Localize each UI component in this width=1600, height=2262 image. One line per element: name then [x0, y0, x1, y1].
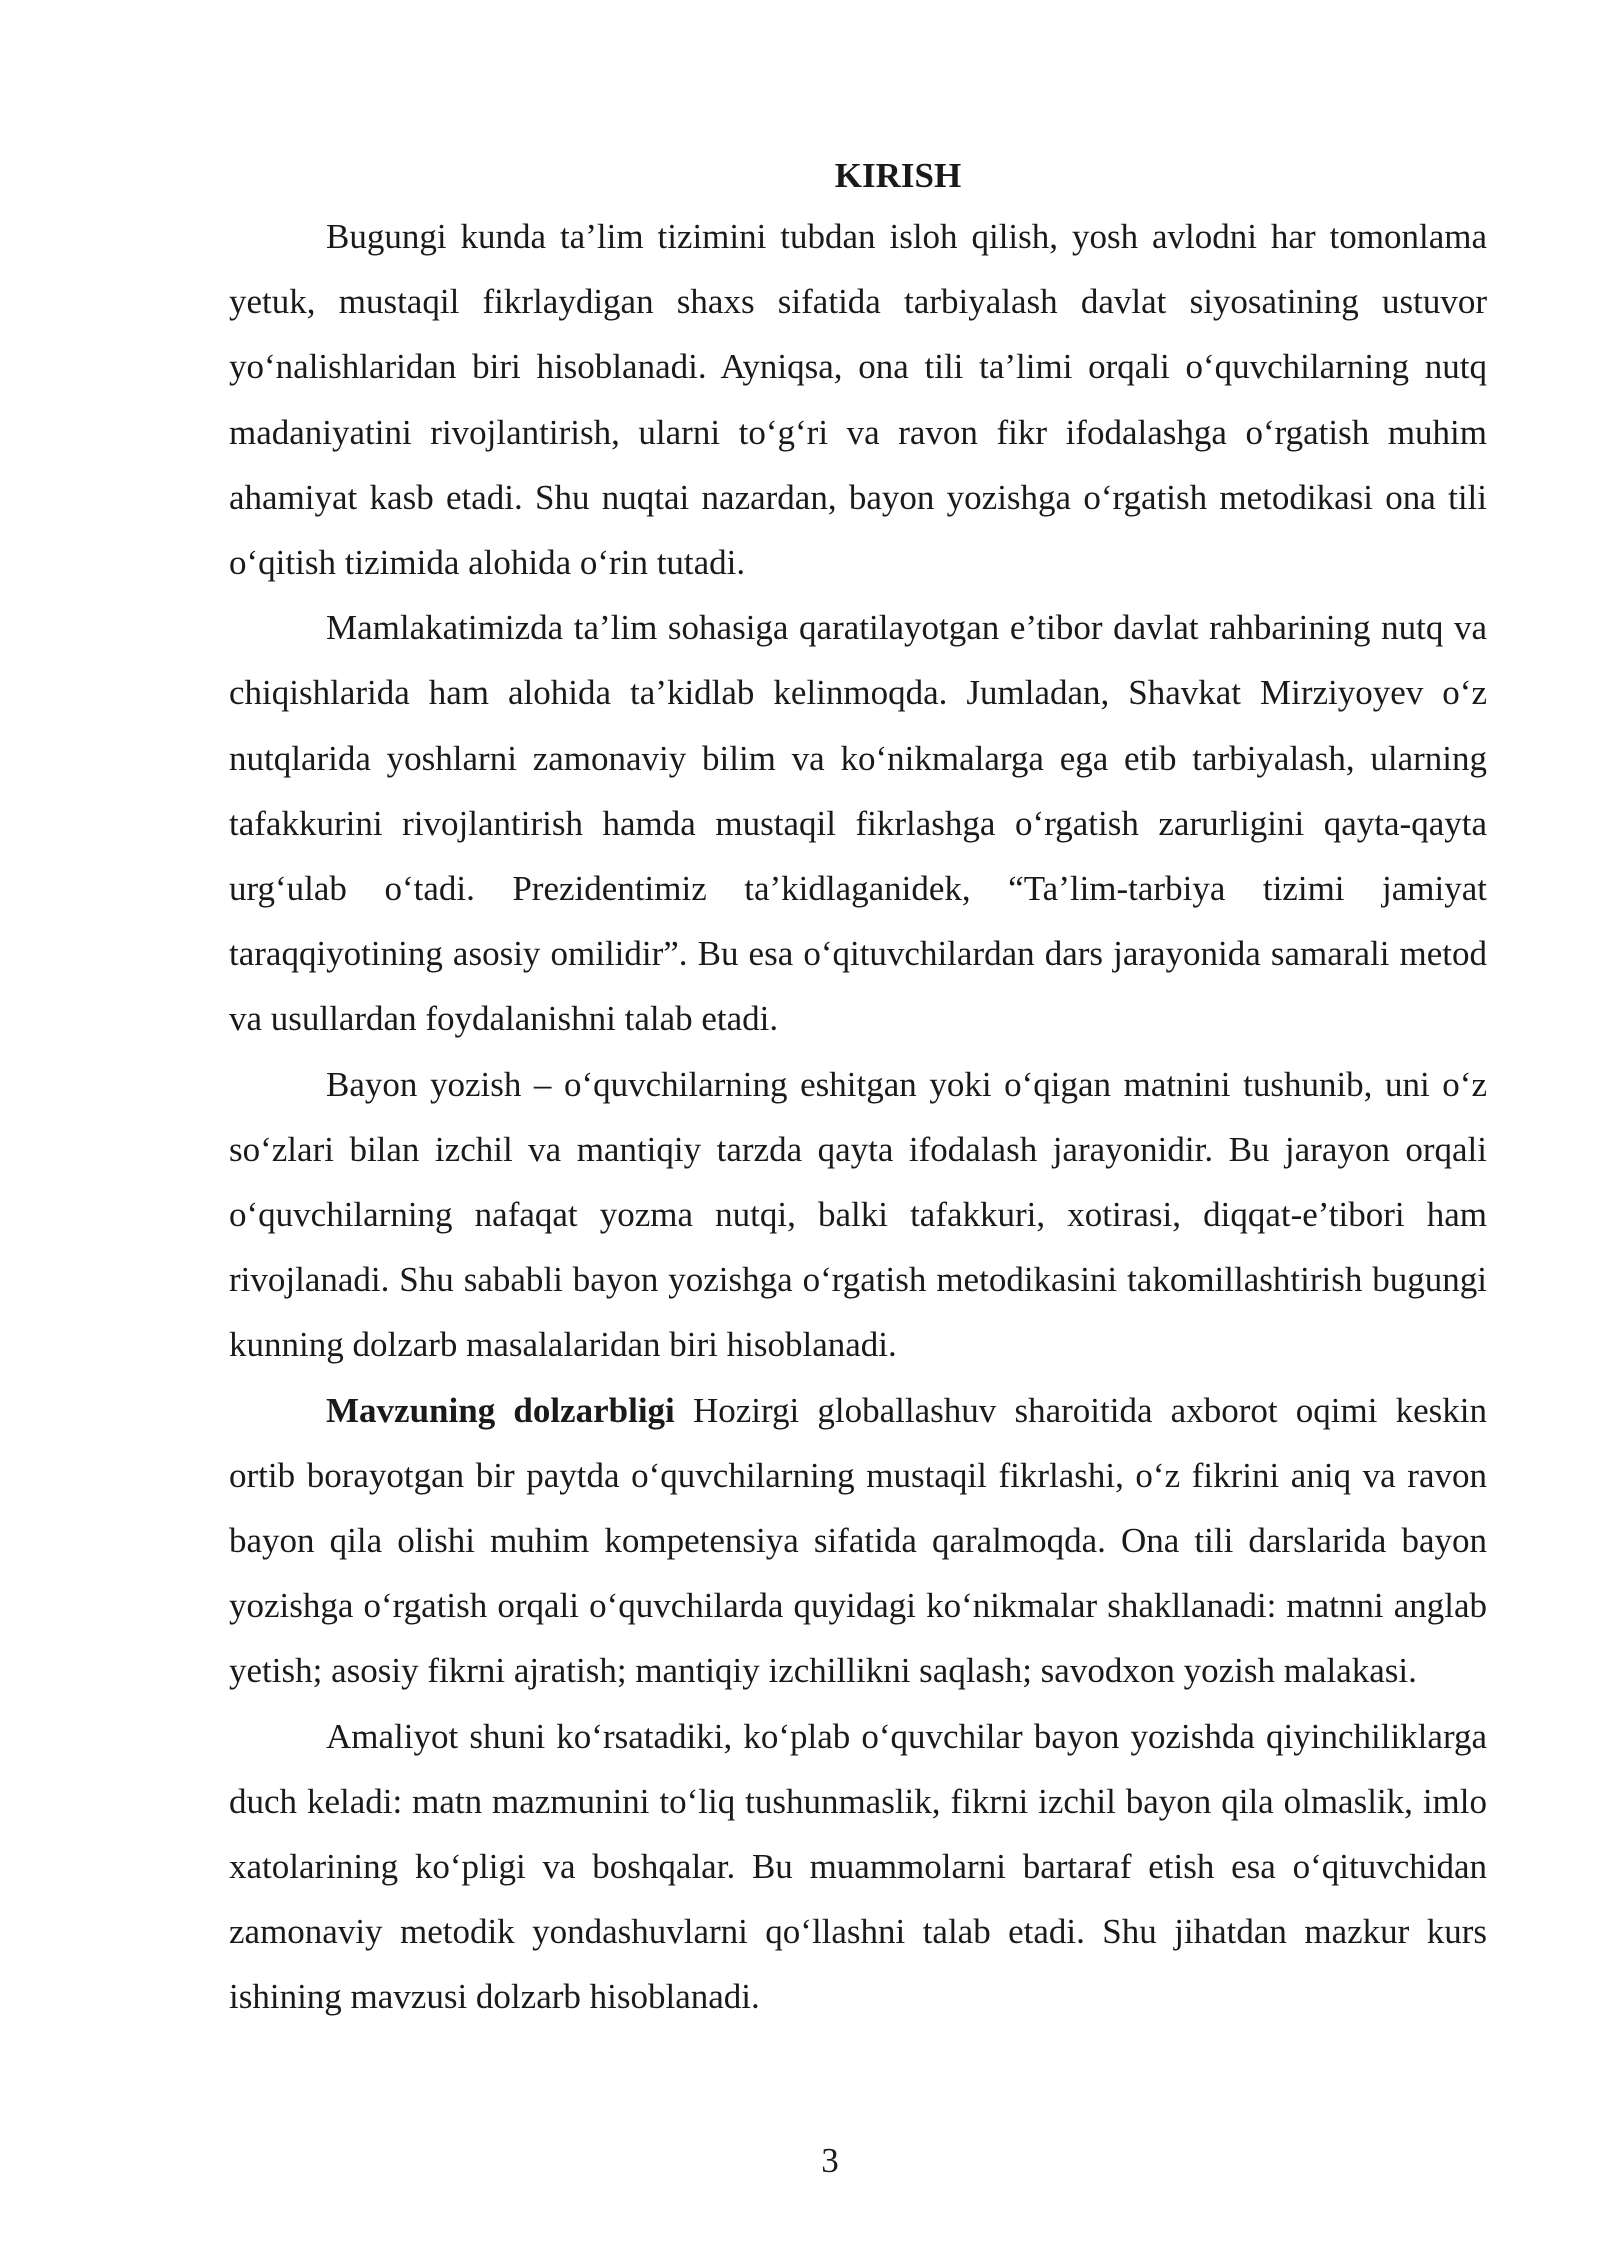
section-heading: KIRISH [834, 156, 962, 195]
paragraph-4-bold-lead: Mavzuning dolzarbligi [326, 1390, 675, 1430]
paragraph-3-text: Bayon yozish – o‘quvchilarning eshitgan yoki o‘qigan matnini tushunib, uni o‘z so‘zlari bilan izchil va mantiqiy tarzda qayta ifodalash jarayonidir. Bu jarayon orqali o‘quvchilarning nafaqat yozma nutqi, balki tafakkuri, xotirasi, diqqat-e’tibori ham rivojlanadi. Shu sababli bayon yozishga o‘rgatish metodikasini takomillashtirish bugungi kunning dolzarb masalalaridan biri hisoblanadi. [229, 1064, 1487, 1365]
paragraph-3 [229, 1052, 1487, 1378]
page-number: 3 [821, 2141, 839, 2180]
paragraph-1-text: Bugungi kunda ta’lim tizimini tubdan isloh qilish, yosh avlodni har tomonlama yetuk, mustaqil fikrlaydigan shaxs sifatida tarbiyalash davlat siyosatining ustuvor yo‘nalishlaridan biri hisoblanadi. Ayniqsa, ona tili ta’limi orqali o‘quvchilarning nutq madaniyatini rivojlantirish, ularni to‘g‘ri va ravon fikr ifodalashga o‘rgatish muhim ahamiyat kasb etadi. Shu nuqtai nazardan, bayon yozishga o‘rgatish metodikasi ona tili o‘qitish tizimida alohida o‘rin tutadi. [229, 217, 1487, 583]
paragraph-2-text: Mamlakatimizda ta’lim sohasiga qaratilayotgan e’tibor davlat rahbarining nutq va chiqishlarida ham alohida ta’kidlab kelinmoqda. Jumladan, Shavkat Mirziyoyev o‘z nutqlarida yoshlarni zamonaviy bilim va ko‘nikmalarga ega etib tarbiyalash, ularning tafakkurini rivojlantirish hamda mustaqil fikrlashga o‘rgatish zarurligini qayta-qayta urg‘ulab o‘tadi. Prezidentimiz ta’kidlaganidek, “Ta’lim-tarbiya tizimi jamiyat taraqqiyotining asosiy omilidir”. Bu esa o‘qituvchilardan dars jarayonida samarali metod va usullardan foydalanishni talab etadi. [229, 608, 1487, 1039]
paragraph-2 [229, 595, 1487, 1051]
paragraph-1 [229, 204, 1487, 595]
paragraph-4-text: Hozirgi globallashuv sharoitida axborot oqimi keskin ortib borayotgan bir paytda o‘quvchilarning mustaqil fikrlashi, o‘z fikrini aniq va ravon bayon qila olishi muhim kompetensiya sifatida qaralmoqda. Ona tili darslarida bayon yozishga o‘rgatish orqali o‘quvchilarda quyidagi ko‘nikmalar shakllanadi: matnni anglab yetish; asosiy fikrni ajratish; mantiqiy izchillikni saqlash; savodxon yozish malakasi. [229, 1390, 1487, 1691]
paragraph-4 [229, 1378, 1487, 1704]
paragraph-5 [229, 1704, 1487, 2030]
paragraph-5-text: Amaliyot shuni ko‘rsatadiki, ko‘plab o‘quvchilar bayon yozishda qiyinchiliklarga duch keladi: matn mazmunini to‘liq tushunmaslik, fikrni izchil bayon qila olmaslik, imlo xatolarining ko‘pligi va boshqalar. Bu muammolarni bartaraf etish esa o‘qituvchidan zamonaviy metodik yondashuvlarni qo‘llashni talab etadi. Shu jihatdan mazkur kurs ishining mavzusi dolzarb hisoblanadi. [229, 1716, 1487, 2017]
page-content [229, 148, 1487, 2030]
